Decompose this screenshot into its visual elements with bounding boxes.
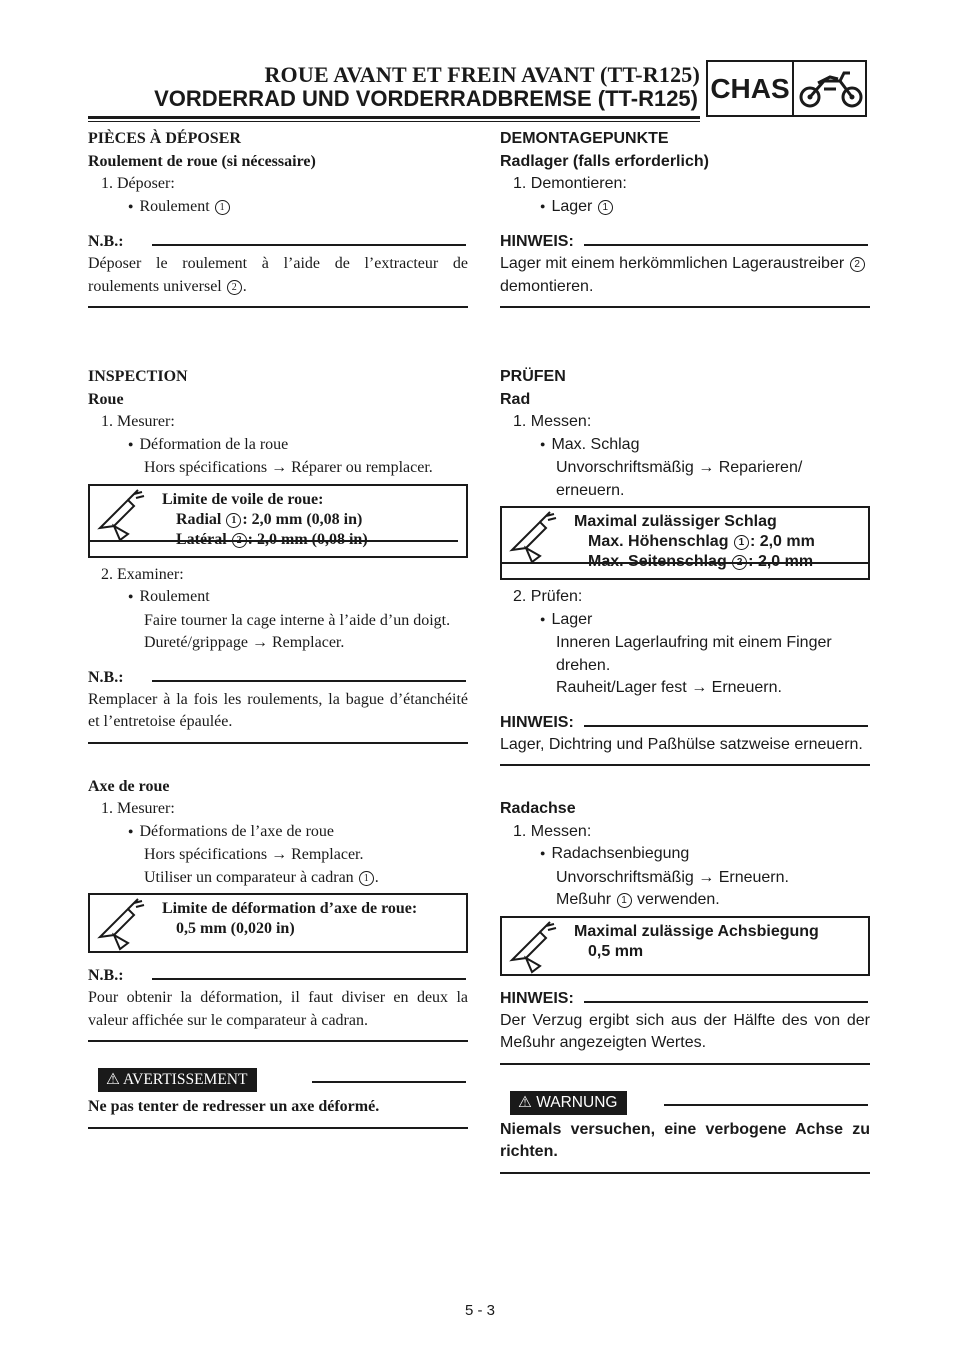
note-header: HINWEIS:: [500, 231, 870, 253]
wheel-spec-box: [500, 506, 870, 580]
removal-step: 1. Demontieren:: [513, 175, 627, 192]
warning-header: [500, 1091, 870, 1119]
axle-item-1-detail-1: Hors spécifications → Remplacer.: [144, 846, 364, 863]
title-de: VORDERRAD UND VORDERRADBREMSE (TT-R125): [154, 86, 698, 111]
spec-text: Limite de déformation d’axe de roue: 0,5 mm (0,020 in): [162, 900, 418, 937]
ref-number: 1: [226, 513, 241, 528]
axle-item-1-detail-2: Meßuhr 1 verwenden.: [556, 891, 720, 908]
wheel-step-2: 2. Prüfen:: [513, 588, 583, 605]
wheel-item-2: ● Roulement: [88, 586, 468, 610]
note-end-rule: [500, 1063, 870, 1065]
note-text: Pour obtenir la déformation, il faut diviser en deux la valeur affichée sur le comparateur à cadran.: [88, 989, 468, 1029]
column-german: [500, 128, 870, 1174]
header-rule-thin: [88, 121, 700, 122]
warning-badge: ⚠ WARNUNG: [510, 1091, 627, 1115]
wheel-step-1: 1. Mesurer:: [101, 413, 175, 430]
caliper-icon: [506, 920, 572, 982]
warning-end-rule: [500, 1172, 870, 1174]
ref-number: 1: [617, 893, 632, 908]
wheel-item-2-detail-2: Dureté/grippage → Remplacer.: [144, 634, 345, 651]
axle-title: Radachse: [500, 800, 576, 817]
note-header: N.B.:: [88, 231, 468, 253]
removal-subtitle: Radlager (falls erforderlich): [500, 152, 709, 170]
title-fr: ROUE AVANT ET FREIN AVANT (TT-R125): [264, 62, 700, 87]
note-header: N.B.:: [88, 667, 468, 689]
axle-item-1-detail-2: Utiliser un comparateur à cadran 1 .: [144, 868, 379, 886]
wheel-item-2: ● Lager: [500, 609, 870, 633]
wheel-step-2: 2. Examiner:: [101, 565, 184, 583]
wheel-item-1: ● Max. Schlag: [500, 434, 870, 458]
warning-icon: ⚠: [106, 1071, 120, 1088]
ref-number: 1: [598, 200, 613, 215]
warning-header: [88, 1068, 468, 1096]
note-text: Remplacer à la fois les roulements, la bague d’étanchéité et l’entretoise épaulée.: [88, 690, 468, 730]
spec-text: Limite de voile de roue: Radial 1 : 2,0 mm (0,08 in) Latéral 2 : 2,0 mm (0,08 in): [162, 490, 368, 548]
note-text: Lager, Dichtring und Paßhülse satzweise erneuern.: [500, 735, 863, 753]
axle-item-1-detail-1: Unvorschriftsmäßig → Erneuern.: [556, 868, 789, 886]
note-header: HINWEIS:: [500, 712, 870, 734]
axle-spec-box: [88, 893, 468, 953]
ref-number: 2: [850, 257, 865, 272]
removal-subtitle: Roulement de roue (si nécessaire): [88, 152, 316, 170]
axle-item-1: ● Déformations de l’axe de roue: [88, 821, 468, 845]
axle-step-1: 1. Mesurer:: [101, 800, 175, 817]
ref-number: 2: [227, 280, 242, 295]
wheel-item-2-detail-1: Inneren Lagerlaufring mit einem Finger drehen.: [556, 634, 832, 674]
wheel-spec-box: [88, 484, 468, 558]
inspection-title: PRÜFEN: [500, 368, 566, 385]
removal-title: DEMONTAGEPUNKTE: [500, 130, 669, 147]
section-badge: [706, 60, 867, 117]
wheel-title: Rad: [500, 390, 531, 408]
page-number: 5 - 3: [464, 1302, 495, 1319]
axle-title: Axe de roue: [88, 777, 170, 795]
removal-title: PIÈCES À DÉPOSER: [88, 130, 241, 147]
ref-number: 1: [215, 200, 230, 215]
note-text: Der Verzug ergibt sich aus der Hälfte des von der Meßuhr angezeigten Wertes.: [500, 1011, 870, 1051]
wheel-title: Roue: [88, 390, 124, 408]
note-header: N.B.:: [88, 965, 468, 987]
wheel-item-2-detail-2: Rauheit/Lager fest → Erneuern.: [556, 679, 782, 696]
spec-text: Maximal zulässige Achsbiegung 0,5 mm: [574, 922, 819, 960]
wheel-item-1: ● Déformation de la roue: [88, 434, 468, 458]
ref-number: 1: [359, 871, 374, 886]
warning-text: Niemals versuchen, eine verbogene Achse zu richten.: [500, 1120, 870, 1160]
warning-text: Ne pas tenter de redresser un axe déformé.: [88, 1098, 380, 1115]
ref-number: 2: [232, 533, 247, 548]
note-text: Déposer le roulement à l’aide de l’extracteur de roulements universel 2 .: [88, 255, 468, 295]
motorcycle-icon: [796, 67, 866, 111]
wheel-step-1: 1. Messen:: [513, 413, 592, 430]
header-rule: [88, 116, 700, 119]
column-french: [88, 128, 468, 1129]
note-end-rule: [88, 1040, 468, 1042]
axle-step-1: 1. Messen:: [513, 822, 592, 840]
ref-number: 1: [734, 535, 749, 550]
section-code: CHAS: [708, 62, 794, 115]
wheel-item-1-detail: Unvorschriftsmäßig → Reparieren/ erneuern.: [556, 459, 803, 499]
warning-end-rule: [88, 1127, 468, 1129]
inspection-title: INSPECTION: [88, 368, 188, 385]
note-text: Lager mit einem herkömmlichen Lageraustreiber 2 demontieren.: [500, 253, 870, 298]
axle-spec-box: [500, 916, 870, 976]
note-header: HINWEIS:: [500, 988, 870, 1010]
ref-number: 2: [732, 555, 747, 570]
removal-step: 1. Déposer:: [101, 175, 175, 192]
warning-badge: ⚠ AVERTISSEMENT: [98, 1068, 257, 1092]
axle-item-1: ● Radachsenbiegung: [500, 843, 870, 867]
removal-item: ● Roulement 1: [88, 196, 468, 220]
wheel-item-1-detail: Hors spécifications → Réparer ou remplacer.: [144, 459, 433, 476]
caliper-icon: [94, 897, 160, 959]
warning-icon: ⚠: [518, 1093, 532, 1111]
spec-text: Maximal zulässiger Schlag Max. Höhenschlag 1 : 2,0 mm Max. Seitenschlag 2 : 2,0 mm: [574, 513, 815, 570]
wheel-item-2-detail-1: Faire tourner la cage interne à l’aide d’un doigt.: [144, 611, 451, 629]
removal-item: ● Lager 1: [500, 196, 870, 220]
